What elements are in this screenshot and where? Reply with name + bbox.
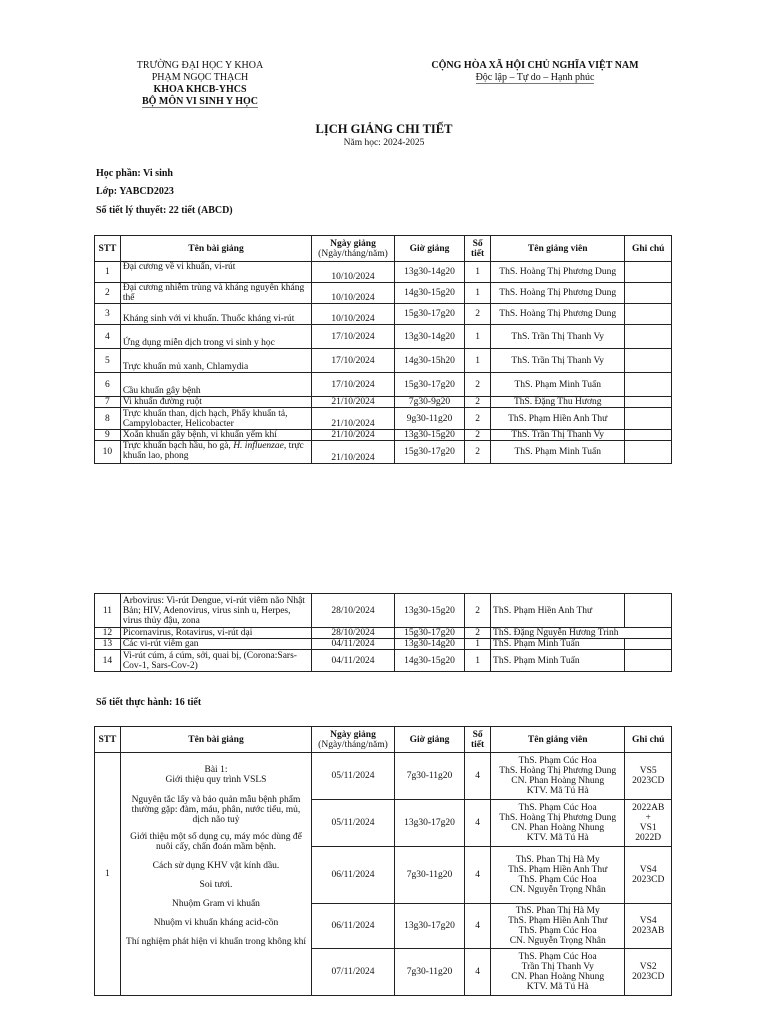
- table-row: 5 Trực khuẩn mủ xanh, Chlamydia 17/10/2024 14g30-15h20 1 ThS. Trần Thị Thanh Vy: [95, 349, 672, 373]
- faculty-name: KHOA KHCB-YHCS: [153, 84, 247, 95]
- col-time: Giờ giảng: [394, 236, 464, 262]
- table-row: 1 Bài 1: Giới thiệu quy trình VSLS Nguyên tắc lấy và bảo quản mẫu bệnh phẩm thường gặp: đàm, máu, phân, nước tiểu, mủ, dịch não tuỷ Giới thiệu một số dụng cụ, máy móc dùng để nuôi cấy, chẩn đoán mầm bệnh. Cách sử dụng KHV vật kính dầu. Soi tươi. Nhuộm Gram vi khuẩn Nhuộm vi khuẩn kháng acid-cồn Thí nghiệm phát hiện vi khuẩn trong không khí 05/11/2024 7g30-11g20 4 ThS. Phạm Cúc Hoa ThS. Hoàng Thị Phương Dung CN. Phan Hoàng Nhung KTV. Mã Tú Hà VS5 2023CD: [95, 753, 672, 800]
- col-date: Ngày giảng (Ngày/tháng/năm): [312, 236, 395, 262]
- national-motto: Độc lập – Tự do – Hạnh phúc: [475, 72, 595, 83]
- table-row: 11 Arbovirus: Vi-rút Dengue, vi-rút viêm não Nhật Bản; HIV, Adenovirus, virus sinh u, Herpes, virus thủy đậu, zona 28/10/2024 13g30-15g20 2 ThS. Phạm Hiền Anh Thư: [95, 594, 672, 628]
- practice-lessons: Bài 1: Giới thiệu quy trình VSLS Nguyên tắc lấy và bảo quản mẫu bệnh phẩm thường gặp: đàm, máu, phân, nước tiểu, mủ, dịch não tuỷ Giới thiệu một số dụng cụ, máy móc dùng để nuôi cấy, chẩn đoán mầm bệnh. Cách sử dụng KHV vật kính dầu. Soi tươi. Nhuộm Gram vi khuẩn Nhuộm vi khuẩn kháng acid-cồn Thí nghiệm phát hiện vi khuẩn trong không khí: [120, 753, 311, 996]
- table-row: 14 Vi-rút cúm, á cúm, sởi, quai bị, (Corona:Sars-Cov-1, Sars-Cov-2) 04/11/2024 14g30-15g20 1 ThS. Phạm Minh Tuấn: [95, 650, 672, 672]
- theory-schedule-table: [94, 235, 672, 464]
- table-row: 4 Ứng dụng miễn dịch trong vi sinh y học 17/10/2024 13g30-14g20 1 ThS. Trần Thị Thanh Vy: [95, 325, 672, 349]
- academic-year: Năm học: 2024-2025: [343, 138, 425, 148]
- table-row: 05/11/2024 13g30-17g20 4 ThS. Phạm Cúc Hoa ThS. Hoàng Thị Phương Dung CN. Phan Hoàng Nhung KTV. Mã Tú Hà 2022AB + VS1 2022D: [95, 800, 672, 847]
- class-name: Lớp: YABCD2023: [96, 186, 174, 197]
- theory-hours: Số tiết lý thuyết: 22 tiết (ABCD): [96, 205, 233, 216]
- col-periods: Số tiết: [465, 236, 491, 262]
- university-name-line2: PHẠM NGỌC THẠCH: [151, 72, 249, 83]
- course-name: Học phần: Vi sinh: [96, 168, 173, 179]
- table-row: 13 Các vi-rút viêm gan 04/11/2024 13g30-14g20 1 ThS. Phạm Minh Tuấn: [95, 639, 672, 650]
- document-title: LỊCH GIẢNG CHI TIẾT: [315, 122, 453, 136]
- col-stt: STT: [95, 236, 121, 262]
- col-note: Ghi chú: [625, 236, 672, 262]
- institution-header: [120, 60, 280, 108]
- table-row: 6 Cầu khuẩn gây bệnh 17/10/2024 15g30-17g20 2 ThS. Phạm Minh Tuấn: [95, 373, 672, 397]
- table-row: 3 Kháng sinh với vi khuẩn. Thuốc kháng vi-rút 10/10/2024 15g30-17g20 2 ThS. Hoàng Thị Phương Dung: [95, 304, 672, 325]
- practice-schedule-table: [94, 726, 672, 996]
- table-row: 8 Trực khuẩn than, dịch hạch, Phẩy khuẩn tả, Campylobacter, Helicobacter 21/10/2024 9g30-11g20 2 ThS. Phạm Hiền Anh Thư: [95, 408, 672, 430]
- university-name-line1: TRƯỜNG ĐẠI HỌC Y KHOA: [136, 60, 264, 71]
- table-row: 1 Đại cương về vi khuẩn, vi-rút 10/10/2024 13g30-14g20 1 ThS. Hoàng Thị Phương Dung: [95, 262, 672, 283]
- table-header-row: STT Tên bài giảng Ngày giảng (Ngày/tháng/năm) Giờ giảng Số tiết Tên giảng viên Ghi chú: [95, 727, 672, 753]
- col-lecture: Tên bài giảng: [120, 236, 311, 262]
- practice-hours: Số tiết thực hành: 16 tiết: [96, 697, 202, 708]
- department-name: BỘ MÔN VI SINH Y HỌC: [141, 96, 259, 107]
- table-row: 9 Xoắn khuẩn gây bệnh, vi khuẩn yếm khí 21/10/2024 13g30-15g20 2 ThS. Trần Thị Thanh Vy: [95, 430, 672, 441]
- table-row: 06/11/2024 7g30-11g20 4 ThS. Phan Thị Hà My ThS. Phạm Hiền Anh Thư ThS. Phạm Cúc Hoa CN. Nguyễn Trọng Nhân VS4 2023CD: [95, 847, 672, 904]
- table-row: 06/11/2024 13g30-17g20 4 ThS. Phan Thị Hà My ThS. Phạm Hiền Anh Thư ThS. Phạm Cúc Hoa CN. Nguyễn Trọng Nhân VS4 2023AB: [95, 904, 672, 949]
- table-row: 07/11/2024 7g30-11g20 4 ThS. Phạm Cúc Hoa Trần Thị Thanh Vy CN. Phan Hoàng Nhung KTV. Mã Tú Hà VS2 2023CD: [95, 949, 672, 996]
- table-row: 7 Vi khuẩn đường ruột 21/10/2024 7g30-9g20 2 ThS. Đặng Thu Hương: [95, 397, 672, 408]
- table-row: 2 Đại cương nhiễm trùng và kháng nguyên kháng thể 10/10/2024 14g30-15g20 1 ThS. Hoàng Thị Phương Dung: [95, 283, 672, 304]
- national-header: [410, 60, 660, 84]
- col-lecturer: Tên giảng viên: [491, 236, 625, 262]
- table-row: 10 Trực khuẩn bạch hầu, ho gà, H. influenzae, trực khuẩn lao, phong 21/10/2024 15g30-17g20 2 ThS. Phạm Minh Tuấn: [95, 441, 672, 464]
- table-row: 12 Picornavirus, Rotavirus, vi-rút dại 28/10/2024 15g30-17g20 2 ThS. Đặng Nguyễn Hương Trinh: [95, 628, 672, 639]
- theory-schedule-table-continued: [94, 593, 672, 672]
- national-title: CỘNG HÒA XÃ HỘI CHỦ NGHĨA VIỆT NAM: [431, 60, 639, 71]
- table-header-row: [95, 236, 672, 262]
